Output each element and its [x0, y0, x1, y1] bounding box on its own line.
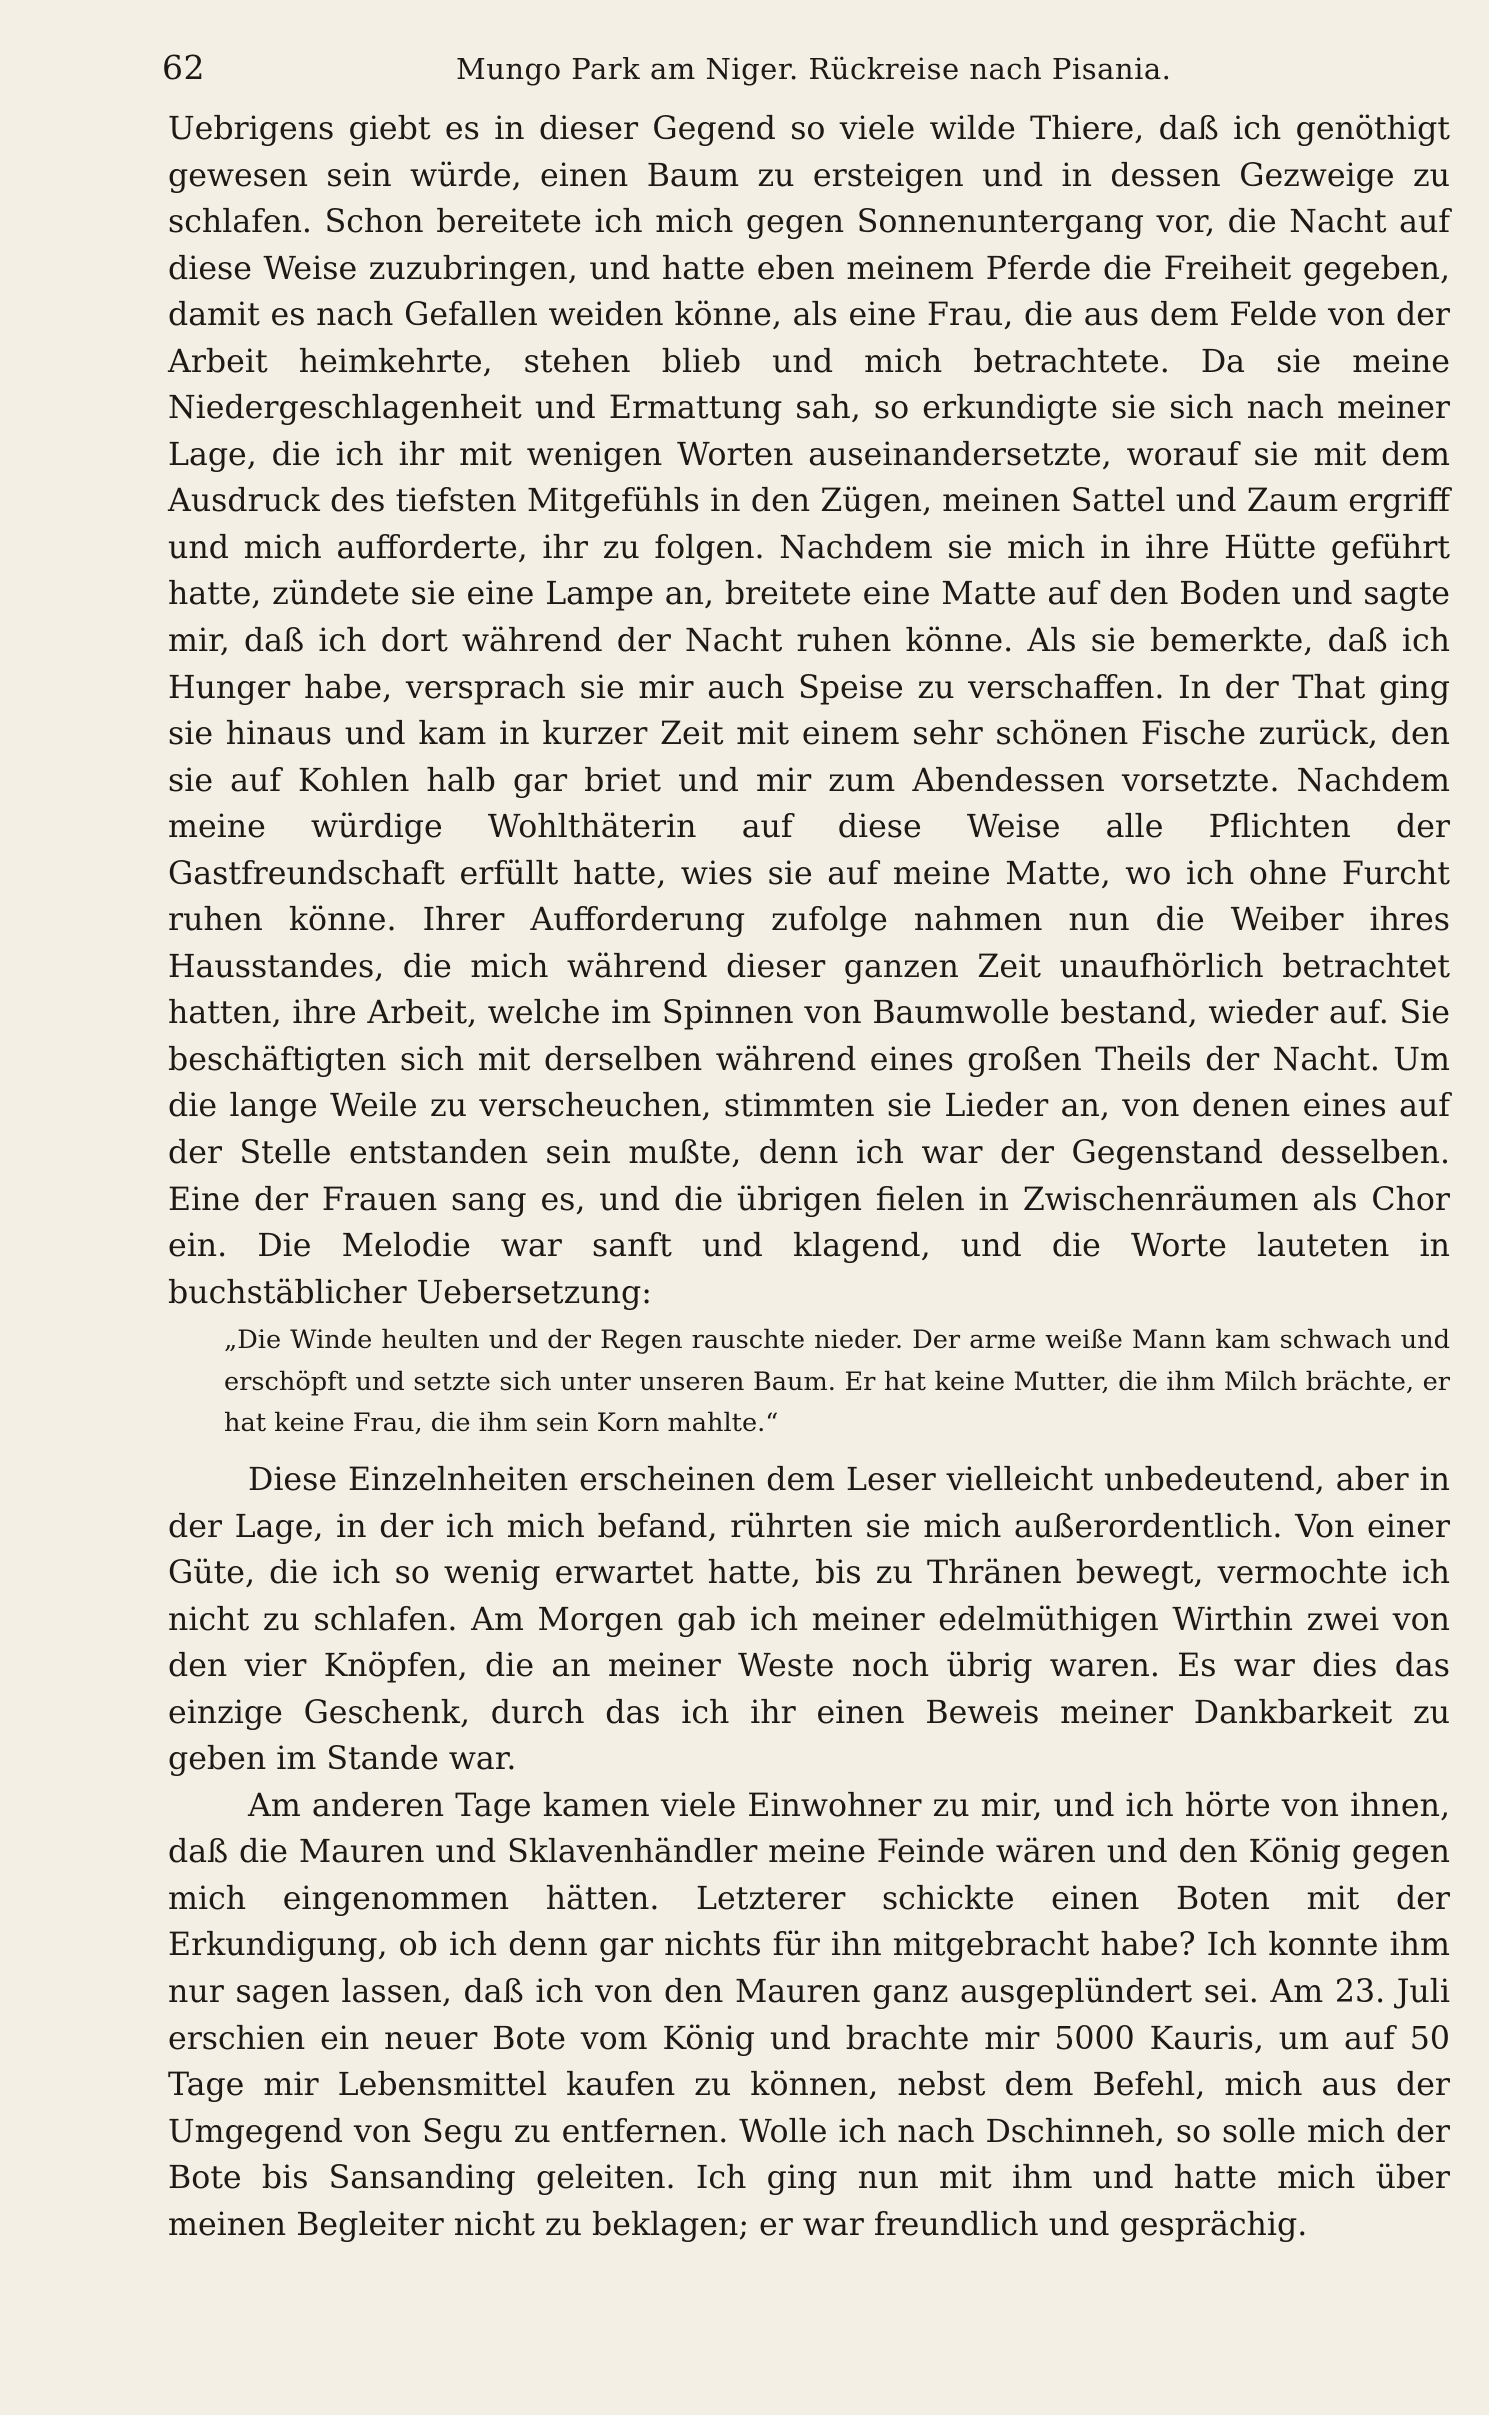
body-text	[168, 106, 1450, 2248]
paragraph-2: Diese Einzelnheiten erscheinen dem Leser vielleicht unbedeutend, aber in der Lage, in der ich mich befand, rührten sie mich außerordentlich. Von einer Güte, die ich so wenig erwartet hatte, bis zu Thränen bewegt, vermochte ich nicht zu schlafen. Am Morgen gab ich meiner edelmüthigen Wirthin zwei von den vier Knöpfen, die an meiner Weste noch übrig waren. Es war dies das einzige Geschenk, durch das ich ihr einen Beweis meiner Dankbarkeit zu geben im Stande war.	[168, 1462, 1450, 1778]
paragraph-3: Am anderen Tage kamen viele Einwohner zu mir, und ich hörte von ihnen, daß die Mauren und Sklavenhändler meine Feinde wären und den König gegen mich eingenommen hätten. Letzterer schickte einen Boten mit der Erkundigung, ob ich denn gar nichts für ihn mitgebracht habe? Ich konnte ihm nur sagen lassen, daß ich von den Mauren ganz ausgeplündert sei. Am 23. Juli erschien ein neuer Bote vom König und brachte mir 5000 Kauris, um auf 50 Tage mir Lebensmittel kaufen zu können, nebst dem Befehl, mich aus der Umgegend von Segu zu entfernen. Wolle ich nach Dschinneh, so solle mich der Bote bis Sansanding geleiten. Ich ging nun mit ihm und hatte mich über meinen Begleiter nicht zu beklagen; er war freundlich und gesprächig.	[168, 1787, 1450, 2243]
running-head: Mungo Park am Niger. Rückreise nach Pisania.	[456, 52, 1172, 86]
song-quote: „Die Winde heulten und der Regen rauschte nieder. Der arme weiße Mann kam schwach und erschöpft und setzte sich unter unseren Baum. Er hat keine Mutter, die ihm Milch brächte, er hat keine Frau, die ihm sein Korn mahlte.“	[224, 1325, 1450, 1439]
page-header	[162, 48, 1452, 100]
paragraph-1: Uebrigens giebt es in dieser Gegend so viele wilde Thiere, daß ich genöthigt gewesen sein würde, einen Baum zu ersteigen und in dessen Gezweige zu schlafen. Schon bereitete ich mich gegen Sonnenuntergang vor, die Nacht auf diese Weise zuzubringen, und hatte eben meinem Pferde die Freiheit gegeben, damit es nach Gefallen weiden könne, als eine Frau, die aus dem Felde von der Arbeit heimkehrte, stehen blieb und mich betrachtete. Da sie meine Niedergeschlagenheit und Ermattung sah, so erkundigte sie sich nach meiner Lage, die ich ihr mit wenigen Worten auseinandersetzte, worauf sie mit dem Ausdruck des tiefsten Mitgefühls in den Zügen, meinen Sattel und Zaum ergriff und mich aufforderte, ihr zu folgen. Nachdem sie mich in ihre Hütte geführt hatte, zündete sie eine Lampe an, breitete eine Matte auf den Boden und sagte mir, daß ich dort während der Nacht ruhen könne. Als sie bemerkte, daß ich Hunger habe, versprach sie mir auch Speise zu verschaffen. In der That ging sie hinaus und kam in kurzer Zeit mit einem sehr schönen Fische zurück, den sie auf Kohlen halb gar briet und mir zum Abendessen vorsetzte. Nachdem meine würdige Wohlthäterin auf diese Weise alle Pflichten der Gastfreundschaft erfüllt hatte, wies sie auf meine Matte, wo ich ohne Furcht ruhen könne. Ihrer Aufforderung zufolge nahmen nun die Weiber ihres Hausstandes, die mich während dieser ganzen Zeit unaufhörlich betrachtet hatten, ihre Arbeit, welche im Spinnen von Baumwolle bestand, wieder auf. Sie beschäftigten sich mit derselben während eines großen Theils der Nacht. Um die lange Weile zu verscheuchen, stimmten sie Lieder an, von denen eines auf der Stelle entstanden sein mußte, denn ich war der Gegenstand desselben. Eine der Frauen sang es, und die übrigen fielen in Zwischenräumen als Chor ein. Die Melodie war sanft und klagend, und die Worte lauteten in buchstäblicher Uebersetzung:	[168, 111, 1450, 1311]
page-number: 62	[162, 48, 205, 87]
